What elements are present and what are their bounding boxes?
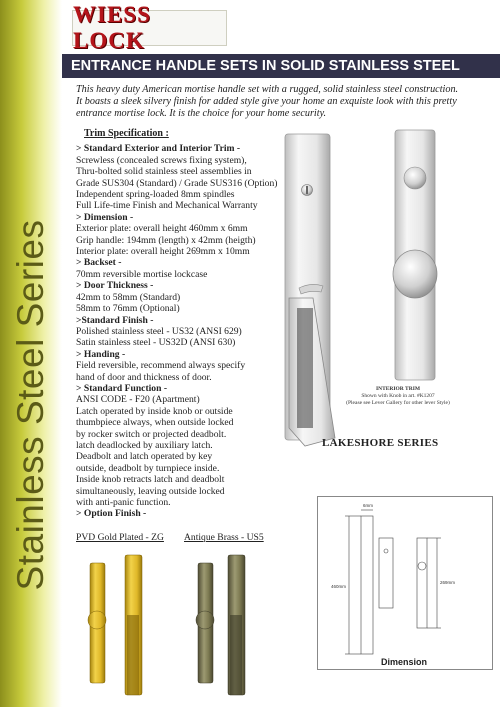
- spec-heading: Trim Specification :: [84, 128, 169, 139]
- turnpiece: [404, 167, 426, 189]
- finish-gold-label: PVD Gold Plated - ZG: [76, 532, 164, 543]
- spec-subheading: > Standard Exterior and Interior Trim -: [76, 143, 241, 155]
- spec-line: latch deadlocked by auxiliary latch.: [76, 439, 213, 451]
- intro-line: entrance mortise lock. It is the choice for your home security.: [76, 108, 327, 120]
- spec-line: 58mm to 76mm (Optional): [76, 303, 180, 315]
- spec-line: Satin stainless steel - US32D (ANSI 630): [76, 337, 236, 349]
- header: [62, 0, 500, 52]
- spec-line: thumbpiece always, when outside locked: [76, 417, 234, 429]
- interior-knob: [393, 250, 437, 298]
- series-label: LAKESHORE SERIES: [322, 437, 439, 449]
- brass-interior-knob: [196, 611, 214, 629]
- spec-line: by rocker switch or projected deadbolt.: [76, 428, 227, 440]
- dim-interior-height-label: 269mm: [440, 580, 456, 585]
- dim-exterior-plate: [361, 516, 373, 654]
- brand-logo: [72, 2, 227, 53]
- spec-subheading: > Dimension -: [76, 211, 134, 223]
- spec-line: with anti-panic function.: [76, 497, 171, 508]
- gold-grip-handle: [127, 615, 139, 695]
- spec-line: Interior plate: overall height 269mm x 10mm: [76, 246, 250, 258]
- gold-interior-knob: [88, 611, 106, 629]
- spec-line: Thru-bolted solid stainless steel assemblies in: [76, 166, 252, 178]
- brass-grip-handle: [230, 615, 242, 695]
- spec-line: simultaneously, leaving outside locked: [76, 485, 225, 497]
- intro-line: It boasts a sleek silvery finish for added style give your home an exquiste look with this pretty: [76, 96, 457, 108]
- spec-line: 42mm to 58mm (Standard): [76, 291, 181, 303]
- caption-line: Shown with Knob in art. #K1207: [361, 393, 435, 399]
- interior-trim-caption: [318, 386, 478, 407]
- spec-subheading: > Handing -: [76, 348, 126, 360]
- keyway: [306, 186, 308, 194]
- sidebar-band: [0, 0, 62, 707]
- dim-lockcase: [379, 538, 393, 608]
- spec-subheading: >Standard Finish -: [76, 314, 154, 326]
- spec-line: ANSI CODE - F20 (Apartment): [76, 394, 200, 406]
- title-banner: [62, 54, 500, 78]
- spec-line: Grip handle: 194mm (length) x 42mm (heigth): [76, 234, 256, 246]
- spec-line: outside, deadbolt by turnpiece inside.: [76, 462, 220, 474]
- page-title: ENTRANCE HANDLE SETS IN SOLID STAINLESS STEEL: [71, 58, 460, 74]
- dim-height-label: 460mm: [331, 584, 347, 589]
- sidebar-title: Stainless Steel Series: [10, 219, 51, 591]
- dimension-drawing: [317, 496, 493, 670]
- spec-subheading: > Backset -: [76, 257, 122, 269]
- spec-line: Full Life-time Finish and Mechanical Warranty: [76, 200, 258, 212]
- spec-line: Independent spring-loaded 8mm spindles: [76, 189, 235, 201]
- dim-width-label: 6mm: [363, 503, 373, 508]
- finish-samples-image: [80, 545, 305, 703]
- brand-logo-text: WIESS LOCK: [73, 2, 151, 53]
- intro-line: This heavy duty American mortise handle set with a rugged, solid stainless steel construction.: [76, 84, 459, 95]
- dim-interior-plate: [417, 538, 427, 628]
- spec-line: hand of door and thickness of door.: [76, 371, 212, 383]
- caption-title: INTERIOR TRIM: [375, 386, 421, 392]
- caption-line: (Please see Lever Gallery for other lever Style): [346, 400, 450, 406]
- spec-line: Field reversible, recommend always specify: [76, 360, 246, 372]
- spec-line: 70mm reversible mortise lockcase: [76, 268, 208, 280]
- grip-handle-inset: [297, 308, 313, 428]
- spec-line: Grade SUS304 (Standard) / Grade SUS316 (Option): [76, 177, 278, 189]
- spec-line: Latch operated by inside knob or outside: [76, 405, 233, 417]
- dimension-label: Dimension: [381, 657, 428, 667]
- option-finish-labels: [76, 532, 301, 543]
- spec-line: Screwless (concealed screws fixing system),: [76, 154, 247, 166]
- intro-paragraph: [76, 84, 494, 121]
- spec-line: Deadbolt and latch operated by key: [76, 451, 213, 463]
- spec-line: Inside knob retracts latch and deadbolt: [76, 474, 225, 486]
- spec-subheading: > Door Thickness -: [76, 280, 154, 292]
- spec-subheading: > Option Finish -: [76, 508, 147, 520]
- spec-subheading: > Standard Function -: [76, 382, 168, 394]
- spec-line: Polished stainless steel - US32 (ANSI 629): [76, 325, 242, 337]
- finish-brass-label: Antique Brass - US5: [184, 532, 264, 543]
- spec-line: Exterior plate: overall height 460mm x 6mm: [76, 223, 248, 235]
